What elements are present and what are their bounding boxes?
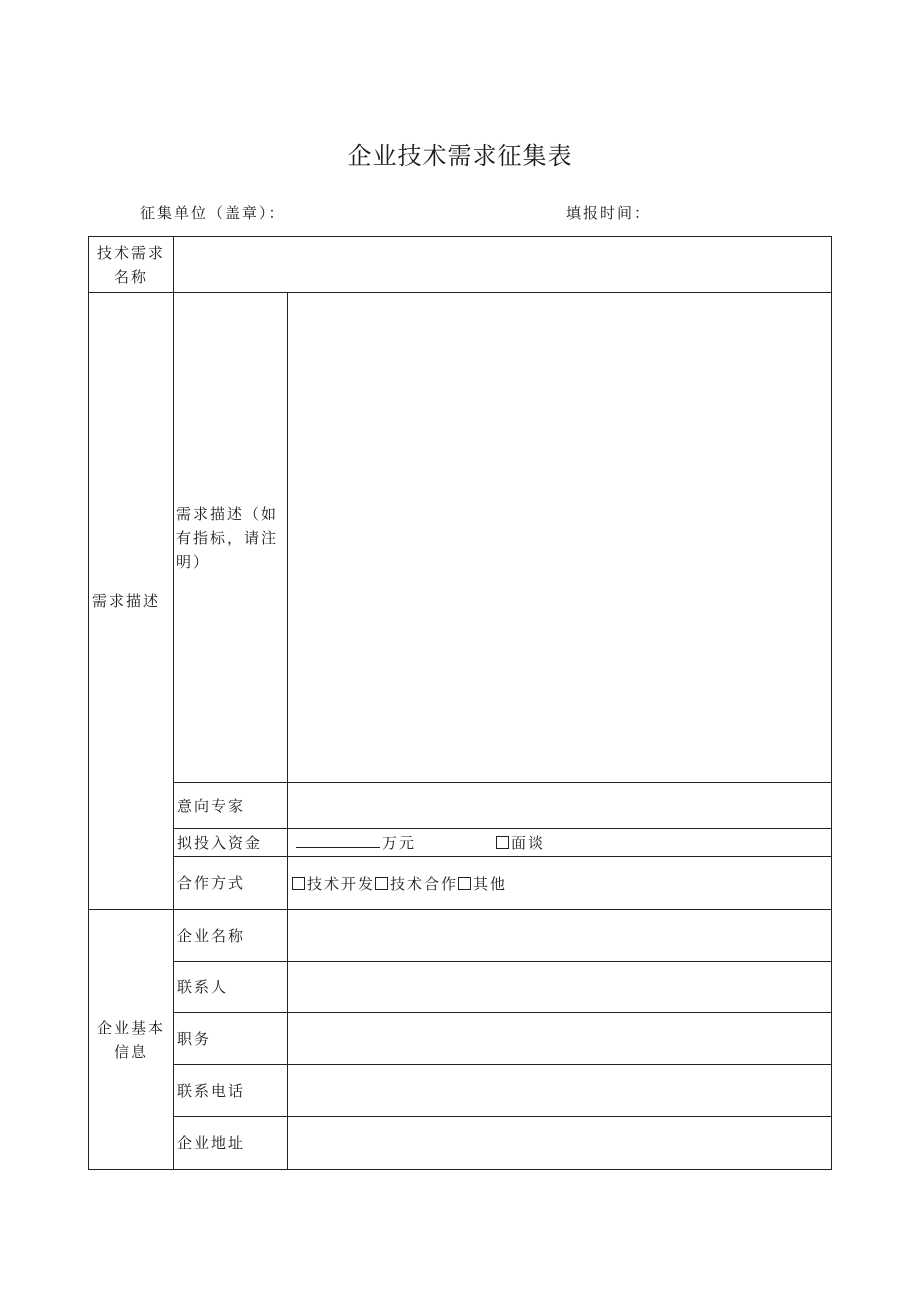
coop-option-dev: 技术开发 bbox=[307, 874, 376, 893]
coop-option-other: 其他 bbox=[473, 874, 508, 893]
company-name-label: 企业名称 bbox=[174, 910, 288, 962]
section-demand-label: 需求描述 bbox=[89, 293, 174, 910]
position-label: 职务 bbox=[174, 1013, 288, 1065]
contact-label: 联系人 bbox=[174, 962, 288, 1013]
phone-label: 联系电话 bbox=[174, 1065, 288, 1117]
fund-label: 拟投入资金 bbox=[174, 829, 288, 857]
tech-name-label: 技术需求名称 bbox=[89, 237, 174, 293]
demand-description-field[interactable] bbox=[288, 293, 832, 783]
phone-field[interactable] bbox=[288, 1065, 832, 1117]
coop-dev-checkbox[interactable] bbox=[292, 877, 305, 890]
address-label: 企业地址 bbox=[174, 1117, 288, 1170]
demand-description-label: 需求描述（如有指标，请注明） bbox=[174, 293, 288, 783]
address-field[interactable] bbox=[288, 1117, 832, 1170]
collecting-unit-label: 征集单位（盖章）： bbox=[140, 204, 286, 222]
coop-label: 合作方式 bbox=[174, 857, 288, 910]
negotiate-checkbox[interactable] bbox=[496, 836, 509, 849]
company-name-field[interactable] bbox=[288, 910, 832, 962]
tech-name-field[interactable] bbox=[174, 237, 832, 293]
section-company-label: 企业基本信息 bbox=[89, 910, 174, 1170]
coop-options bbox=[288, 857, 832, 910]
contact-field[interactable] bbox=[288, 962, 832, 1013]
negotiate-option-label: 面谈 bbox=[511, 834, 546, 852]
coop-other-checkbox[interactable] bbox=[458, 877, 471, 890]
fund-unit: 万元 bbox=[382, 834, 417, 852]
page-title: 企业技术需求征集表 bbox=[347, 142, 573, 170]
demand-form-table bbox=[88, 236, 832, 1170]
position-field[interactable] bbox=[288, 1013, 832, 1065]
fund-field bbox=[288, 829, 832, 857]
expert-field[interactable] bbox=[288, 783, 832, 829]
expert-label: 意向专家 bbox=[174, 783, 288, 829]
coop-option-partner: 技术合作 bbox=[390, 874, 459, 893]
fill-date-label: 填报时间： bbox=[566, 204, 652, 222]
fund-amount-input[interactable] bbox=[296, 833, 380, 848]
coop-partner-checkbox[interactable] bbox=[375, 877, 388, 890]
